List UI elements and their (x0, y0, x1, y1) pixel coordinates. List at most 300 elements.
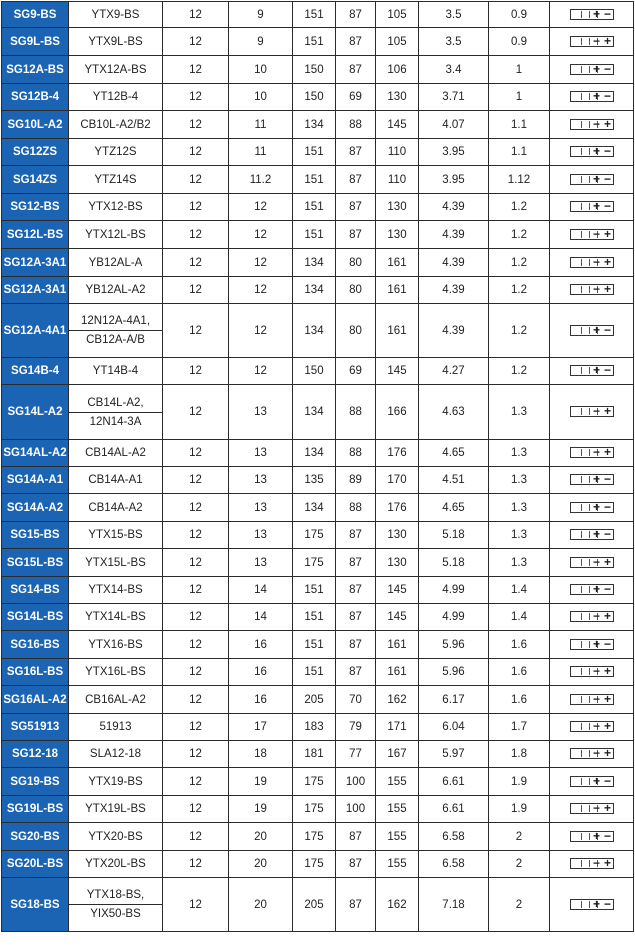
terminal-layout-cell (550, 304, 634, 358)
battery-terminal-icon (570, 226, 614, 241)
battery-terminal-icon (570, 365, 614, 376)
right-terminal-sign: + (603, 609, 611, 624)
reference-cell (69, 878, 163, 932)
reference-cell: YTX12-BS (69, 194, 163, 221)
left-terminal-sign: + (592, 499, 600, 514)
battery-terminal-icon (570, 447, 614, 458)
charge-current-cell: 1.3 (489, 549, 550, 577)
charge-current-cell: 1.3 (489, 467, 550, 494)
weight-cell: 6.61 (419, 796, 489, 823)
weight-cell: 4.39 (419, 221, 489, 249)
reference-cell: CB14A-A1 (69, 467, 163, 494)
voltage-cell: 12 (163, 522, 229, 549)
table-row (2, 604, 634, 631)
height-cell: 145 (376, 358, 419, 385)
width-cell: 80 (336, 277, 376, 304)
table-row (2, 440, 634, 467)
height-cell: 176 (376, 494, 419, 522)
capacity-cell: 16 (229, 659, 293, 686)
cell-divider (581, 449, 582, 456)
cell-divider (589, 367, 590, 374)
left-terminal-sign: + (592, 144, 600, 159)
cell-divider (581, 504, 582, 511)
left-terminal-sign: + (592, 171, 600, 186)
terminal-layout-cell (550, 522, 634, 549)
table-row (2, 56, 634, 84)
left-terminal-sign: − (592, 116, 600, 131)
weight-cell: 3.4 (419, 56, 489, 84)
reference-cell: YTX9-BS (69, 2, 163, 28)
reference-cell: SLA12-18 (69, 741, 163, 768)
reference-cell: YTX16-BS (69, 631, 163, 659)
table-row (2, 358, 634, 385)
weight-cell: 5.18 (419, 549, 489, 577)
voltage-cell: 12 (163, 577, 229, 604)
length-cell: 151 (293, 139, 336, 166)
height-cell: 170 (376, 467, 419, 494)
height-cell: 166 (376, 385, 419, 440)
battery-terminal-icon (570, 201, 614, 212)
voltage-cell: 12 (163, 823, 229, 851)
length-cell: 151 (293, 604, 336, 631)
battery-terminal-icon (570, 284, 614, 295)
width-cell: 87 (336, 823, 376, 851)
right-terminal-sign: − (603, 499, 611, 514)
length-cell: 151 (293, 659, 336, 686)
model-cell: SG14-BS (2, 577, 69, 604)
right-terminal-sign: − (603, 171, 611, 186)
width-cell: 79 (336, 714, 376, 741)
reference-line: YIX50-BS (90, 908, 141, 920)
right-terminal-sign: + (603, 254, 611, 269)
left-terminal-sign: + (592, 582, 600, 597)
width-cell: 88 (336, 440, 376, 467)
model-cell: SG14B-4 (2, 358, 69, 385)
weight-cell: 4.39 (419, 277, 489, 304)
cell-divider (581, 408, 582, 415)
battery-terminal-icon (570, 554, 614, 569)
left-terminal-sign: − (592, 691, 600, 706)
weight-cell: 3.95 (419, 139, 489, 166)
model-cell: SG16-BS (2, 631, 69, 659)
terminal-layout-cell (550, 84, 634, 111)
length-cell: 151 (293, 2, 336, 28)
cell-divider (581, 641, 582, 648)
width-cell: 87 (336, 2, 376, 28)
model-cell: SG12A-3A1 (2, 249, 69, 277)
height-cell: 105 (376, 2, 419, 28)
reference-cell: YB12AL-A (69, 249, 163, 277)
voltage-cell: 12 (163, 277, 229, 304)
table-row (2, 686, 634, 714)
charge-current-cell: 1.2 (489, 358, 550, 385)
reference-cell: YTX20-BS (69, 823, 163, 851)
length-cell: 175 (293, 823, 336, 851)
capacity-cell: 13 (229, 440, 293, 467)
table-row (2, 385, 634, 440)
capacity-cell: 12 (229, 304, 293, 358)
battery-terminal-icon (570, 691, 614, 706)
reference-cell (69, 304, 163, 358)
height-cell: 161 (376, 249, 419, 277)
weight-cell: 6.17 (419, 686, 489, 714)
right-terminal-sign: + (603, 226, 611, 241)
capacity-cell: 20 (229, 823, 293, 851)
battery-terminal-icon (570, 116, 614, 131)
terminal-layout-cell (550, 2, 634, 28)
cell-divider (589, 613, 590, 620)
capacity-cell: 13 (229, 549, 293, 577)
cell-divider (589, 203, 590, 210)
right-terminal-sign: − (603, 636, 611, 651)
right-terminal-sign: + (603, 404, 611, 419)
voltage-cell: 12 (163, 851, 229, 878)
model-cell: SG12ZS (2, 139, 69, 166)
height-cell: 162 (376, 878, 419, 932)
cell-divider (581, 286, 582, 293)
battery-terminal-icon (570, 803, 614, 814)
voltage-cell: 12 (163, 111, 229, 139)
width-cell: 89 (336, 467, 376, 494)
charge-current-cell: 1.9 (489, 796, 550, 823)
charge-current-cell: 0.9 (489, 2, 550, 28)
right-terminal-sign: + (603, 554, 611, 569)
table-row (2, 28, 634, 56)
weight-cell: 4.99 (419, 604, 489, 631)
battery-terminal-icon (570, 254, 614, 269)
capacity-cell: 16 (229, 686, 293, 714)
length-cell: 150 (293, 84, 336, 111)
capacity-cell: 17 (229, 714, 293, 741)
height-cell: 106 (376, 56, 419, 84)
length-cell: 151 (293, 194, 336, 221)
voltage-cell: 12 (163, 686, 229, 714)
left-terminal-sign: − (592, 226, 600, 241)
voltage-cell: 12 (163, 221, 229, 249)
reference-line: 12N14-3A (89, 415, 142, 428)
weight-cell: 3.71 (419, 84, 489, 111)
length-cell: 205 (293, 686, 336, 714)
terminal-layout-cell (550, 686, 634, 714)
weight-cell: 6.04 (419, 714, 489, 741)
reference-cell: YTX16L-BS (69, 659, 163, 686)
voltage-cell: 12 (163, 166, 229, 194)
reference-cell: YTZ14S (69, 166, 163, 194)
length-cell: 134 (293, 385, 336, 440)
left-terminal-sign: − (592, 254, 600, 269)
reference-cell (69, 385, 163, 440)
weight-cell: 5.96 (419, 659, 489, 686)
table-row (2, 631, 634, 659)
model-cell: SG16AL-A2 (2, 686, 69, 714)
width-cell: 87 (336, 577, 376, 604)
terminal-layout-cell (550, 796, 634, 823)
battery-terminal-icon (570, 584, 614, 595)
reference-cell: YTX14-BS (69, 577, 163, 604)
length-cell: 175 (293, 522, 336, 549)
terminal-layout-cell (550, 768, 634, 796)
cell-divider (589, 750, 590, 757)
height-cell: 130 (376, 221, 419, 249)
length-cell: 151 (293, 221, 336, 249)
cell-divider (589, 476, 590, 483)
height-cell: 130 (376, 549, 419, 577)
weight-cell: 4.63 (419, 385, 489, 440)
left-terminal-sign: + (592, 527, 600, 542)
battery-terminal-icon (570, 828, 614, 843)
voltage-cell: 12 (163, 440, 229, 467)
capacity-cell: 13 (229, 385, 293, 440)
width-cell: 87 (336, 28, 376, 56)
cell-divider (581, 559, 582, 566)
left-terminal-sign: − (592, 445, 600, 460)
right-terminal-sign: − (603, 472, 611, 487)
cell-divider (581, 901, 582, 908)
height-cell: 155 (376, 851, 419, 878)
capacity-cell: 12 (229, 249, 293, 277)
voltage-cell: 12 (163, 2, 229, 28)
cell-divider (581, 531, 582, 538)
model-cell: SG19L-BS (2, 796, 69, 823)
charge-current-cell: 1.4 (489, 604, 550, 631)
charge-current-cell: 1.4 (489, 577, 550, 604)
length-cell: 134 (293, 494, 336, 522)
length-cell: 175 (293, 768, 336, 796)
right-terminal-sign: − (603, 773, 611, 788)
left-terminal-sign: + (592, 89, 600, 104)
width-cell: 87 (336, 522, 376, 549)
weight-cell: 3.5 (419, 28, 489, 56)
charge-current-cell: 1.2 (489, 277, 550, 304)
right-terminal-sign: + (603, 856, 611, 871)
model-cell: SG9-BS (2, 2, 69, 28)
right-terminal-sign: − (603, 89, 611, 104)
table-row (2, 522, 634, 549)
cell-divider (581, 778, 582, 785)
table-row (2, 796, 634, 823)
cell-divider (589, 805, 590, 812)
reference-cell: YTX20L-BS (69, 851, 163, 878)
cell-divider (581, 176, 582, 183)
battery-terminal-icon (570, 896, 614, 911)
terminal-layout-cell (550, 249, 634, 277)
terminal-layout-cell (550, 111, 634, 139)
terminal-layout-cell (550, 659, 634, 686)
reference-cell: CB10L-A2/B2 (69, 111, 163, 139)
height-cell: 130 (376, 522, 419, 549)
length-cell: 150 (293, 56, 336, 84)
cell-divider (589, 176, 590, 183)
height-cell: 155 (376, 796, 419, 823)
table-row (2, 277, 634, 304)
right-terminal-sign: − (603, 582, 611, 597)
width-cell: 87 (336, 878, 376, 932)
length-cell: 181 (293, 741, 336, 768)
weight-cell: 4.39 (419, 194, 489, 221)
capacity-cell: 10 (229, 84, 293, 111)
terminal-layout-cell (550, 549, 634, 577)
table-row (2, 139, 634, 166)
model-cell: SG15-BS (2, 522, 69, 549)
height-cell: 167 (376, 741, 419, 768)
weight-cell: 6.58 (419, 851, 489, 878)
model-cell: SG14AL-A2 (2, 440, 69, 467)
height-cell: 162 (376, 686, 419, 714)
right-terminal-sign: + (603, 33, 611, 48)
table-row (2, 878, 634, 932)
voltage-cell: 12 (163, 741, 229, 768)
battery-terminal-icon (570, 636, 614, 651)
terminal-layout-cell (550, 28, 634, 56)
width-cell: 87 (336, 659, 376, 686)
width-cell: 87 (336, 851, 376, 878)
left-terminal-sign: − (592, 719, 600, 734)
capacity-cell: 20 (229, 878, 293, 932)
charge-current-cell: 1.7 (489, 714, 550, 741)
battery-terminal-icon (570, 474, 614, 485)
terminal-layout-cell (550, 467, 634, 494)
terminal-layout-cell (550, 494, 634, 522)
width-cell: 88 (336, 111, 376, 139)
charge-current-cell: 2 (489, 823, 550, 851)
battery-terminal-icon (570, 529, 614, 540)
charge-current-cell: 1.1 (489, 111, 550, 139)
charge-current-cell: 1 (489, 84, 550, 111)
cell-divider (581, 723, 582, 730)
weight-cell: 5.96 (419, 631, 489, 659)
reference-cell: YTX12A-BS (69, 56, 163, 84)
terminal-layout-cell (550, 221, 634, 249)
reference-cell: YTX14L-BS (69, 604, 163, 631)
right-terminal-sign: + (603, 282, 611, 297)
width-cell: 87 (336, 139, 376, 166)
charge-current-cell: 1.8 (489, 741, 550, 768)
table-row (2, 111, 634, 139)
left-terminal-sign: − (592, 609, 600, 624)
terminal-layout-cell (550, 878, 634, 932)
charge-current-cell: 1.9 (489, 768, 550, 796)
cell-divider (581, 203, 582, 210)
charge-current-cell: 1.3 (489, 385, 550, 440)
voltage-cell: 12 (163, 549, 229, 577)
capacity-cell: 11 (229, 111, 293, 139)
charge-current-cell: 1.3 (489, 494, 550, 522)
capacity-cell: 14 (229, 604, 293, 631)
capacity-cell: 9 (229, 2, 293, 28)
charge-current-cell: 2 (489, 878, 550, 932)
table-row (2, 249, 634, 277)
terminal-layout-cell (550, 277, 634, 304)
table-row (2, 166, 634, 194)
reference-line: CB12A-A/B (86, 334, 145, 346)
right-terminal-sign: − (603, 6, 611, 21)
cell-divider (589, 901, 590, 908)
width-cell: 87 (336, 166, 376, 194)
terminal-layout-cell (550, 823, 634, 851)
length-cell: 151 (293, 166, 336, 194)
length-cell: 175 (293, 851, 336, 878)
battery-terminal-icon (570, 91, 614, 102)
voltage-cell: 12 (163, 385, 229, 440)
voltage-cell: 12 (163, 139, 229, 166)
cell-divider (589, 121, 590, 128)
table-row (2, 494, 634, 522)
right-terminal-sign: + (603, 445, 611, 460)
weight-cell: 4.39 (419, 304, 489, 358)
voltage-cell: 12 (163, 631, 229, 659)
voltage-cell: 12 (163, 358, 229, 385)
reference-cell: YTX15L-BS (69, 549, 163, 577)
length-cell: 175 (293, 549, 336, 577)
terminal-layout-cell (550, 741, 634, 768)
table-row (2, 194, 634, 221)
cell-divider (589, 408, 590, 415)
voltage-cell: 12 (163, 304, 229, 358)
terminal-layout-cell (550, 631, 634, 659)
table-body (2, 2, 634, 932)
right-terminal-sign: − (603, 61, 611, 76)
cell-divider (581, 476, 582, 483)
capacity-cell: 11 (229, 139, 293, 166)
capacity-cell: 16 (229, 631, 293, 659)
left-terminal-sign: − (592, 554, 600, 569)
charge-current-cell: 1.2 (489, 304, 550, 358)
battery-terminal-icon (570, 858, 614, 869)
capacity-cell: 14 (229, 577, 293, 604)
battery-terminal-icon (570, 499, 614, 514)
capacity-cell: 12 (229, 194, 293, 221)
table-row (2, 577, 634, 604)
charge-current-cell: 1.3 (489, 440, 550, 467)
table-row (2, 221, 634, 249)
voltage-cell: 12 (163, 796, 229, 823)
left-terminal-sign: + (592, 828, 600, 843)
model-cell: SG19-BS (2, 768, 69, 796)
voltage-cell: 12 (163, 194, 229, 221)
reference-cell: YTX19-BS (69, 768, 163, 796)
cell-divider (589, 696, 590, 703)
length-cell: 205 (293, 878, 336, 932)
charge-current-cell: 1.12 (489, 166, 550, 194)
voltage-cell: 12 (163, 84, 229, 111)
table-row (2, 467, 634, 494)
length-cell: 134 (293, 277, 336, 304)
length-cell: 135 (293, 467, 336, 494)
battery-terminal-icon (570, 322, 614, 337)
height-cell: 130 (376, 194, 419, 221)
width-cell: 80 (336, 249, 376, 277)
model-cell: SG12-BS (2, 194, 69, 221)
terminal-layout-cell (550, 56, 634, 84)
table-row (2, 851, 634, 878)
cell-divider (589, 38, 590, 45)
table-row (2, 659, 634, 686)
left-terminal-sign: + (592, 472, 600, 487)
height-cell: 155 (376, 768, 419, 796)
cell-divider (581, 327, 582, 334)
height-cell: 145 (376, 577, 419, 604)
right-terminal-sign: + (603, 691, 611, 706)
left-terminal-sign: − (592, 282, 600, 297)
cell-divider (589, 723, 590, 730)
terminal-layout-cell (550, 604, 634, 631)
cell-divider (581, 93, 582, 100)
right-terminal-sign: + (603, 116, 611, 131)
cell-divider (581, 66, 582, 73)
model-cell: SG12L-BS (2, 221, 69, 249)
width-cell: 87 (336, 631, 376, 659)
cell-divider (581, 259, 582, 266)
